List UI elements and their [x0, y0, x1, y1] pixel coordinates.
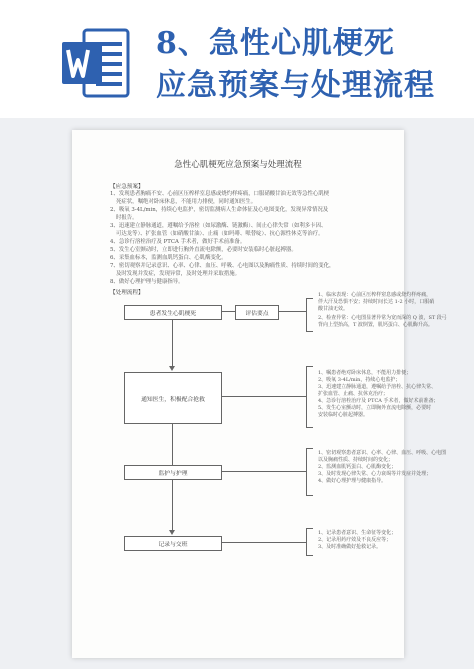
- flow-connector: [172, 478, 173, 530]
- plan-line: 5、发生心室颤动时，立即进行胸外直流电除颤，必要时安装临时心脏起搏器。: [110, 247, 297, 253]
- monitoring-note: 2、监测血肌钙蛋白、心肌酶变化；: [318, 464, 397, 470]
- plan-line: 6、采集血标本，监测血肌钙蛋白、心肌酶变化。: [110, 255, 227, 261]
- page-title-line-1: 8、急性心肌梗死: [156, 26, 395, 61]
- rescue-note: 5、发生心室颤动时，立即胸外直流电除颤，必要时: [318, 405, 432, 411]
- flow-connector: [278, 311, 306, 312]
- plan-heading: 【应急预案】: [110, 184, 144, 190]
- flow-connector: [221, 471, 306, 472]
- document-preview[interactable]: [72, 130, 447, 658]
- note-brace: [306, 528, 313, 556]
- flow-step-notify-doctor: 通知医生，积极配合抢救: [124, 372, 222, 424]
- word-document-icon: [62, 28, 130, 98]
- assessment-note: 2、检查异常：心电图显著异常为宽而深的 Q 波，ST 段弓: [318, 315, 447, 321]
- flow-connector: [172, 422, 173, 466]
- note-brace: [306, 366, 313, 428]
- plan-line: 死症状，嘱绝对卧床休息，不能用力排便，同时通知医生。: [116, 199, 257, 205]
- monitoring-note: 3、及时发现心律失常、心力衰竭等并发症并处理；: [318, 471, 432, 477]
- flow-connector: [221, 542, 306, 543]
- flow-step-monitoring: 监护与护理: [124, 465, 222, 480]
- rescue-note: 扩张血管、止痛、抗休克治疗；: [318, 391, 389, 397]
- plan-line: 2、吸氧 3-4L/min，持续心电监护，密切监测病人生命体征及心电图变化，发现异常情况及: [110, 207, 329, 213]
- rescue-note: 1、嘱患者绝对卧床休息，不能用力排便；: [318, 370, 412, 376]
- flow-heading: 【处理流程】: [110, 290, 144, 296]
- note-brace: [306, 448, 313, 496]
- flow-arrow: [169, 366, 175, 371]
- monitoring-note: 1、密切观察患者意识、心率、心律、血压、呼吸、心电图: [318, 450, 447, 456]
- flow-connector: [221, 396, 306, 397]
- plan-line: 可达龙等）、扩张血管（如硝酸甘油）、止痛（如吗啡、哌替啶）、抗心源性休克等治疗。: [116, 231, 324, 237]
- flow-connector: [172, 318, 173, 366]
- plan-line: 1、发现患者胸痛不安、心前区压榨样室息感或烧灼样疼痛，口服硝酸甘油无效等急性心肌梗: [110, 191, 330, 197]
- note-brace: [306, 298, 313, 332]
- plan-line: 7、密切观察并记录意识、心率、心律、血压、呼吸、心电图以及胸痛性质、持续时间的变化，: [110, 263, 335, 269]
- assessment-note: 酸甘油无效。: [318, 306, 349, 312]
- monitoring-note: 以及胸痛性质、持续时间的变化；: [318, 457, 394, 463]
- plan-line: 时报告。: [116, 215, 138, 221]
- plan-line: 4、急诊行溶栓治疗及 PTCA 手术者，做好手术前准备。: [110, 239, 246, 245]
- assessment-note: 伴大汗及恐惧不安；持续时间长达 1-2 小时，口服硝: [318, 299, 435, 305]
- document-title: 急性心肌梗死应急预案与处理流程: [174, 160, 302, 170]
- record-note: 1、记录患者意识、生命征等变化；: [318, 530, 397, 536]
- record-note: 3、及时准确做好抢救记录。: [318, 544, 382, 550]
- flow-connector: [221, 311, 235, 312]
- plan-line: 8、做好心理护理与健康指导。: [110, 279, 184, 285]
- rescue-note: 3、迅速建立静脉通道，遵嘱给予溶栓、抗心律失常、: [318, 384, 437, 390]
- plan-line: 及时发现并发症，发现异常，及时处理并采取措施。: [116, 271, 240, 277]
- rescue-note: 安装临时心脏起搏器。: [318, 412, 369, 418]
- page-header: [0, 0, 474, 118]
- assessment-note: 背向上型抬高，T 波倒置，肌钙蛋白、心肌酶升高。: [318, 322, 433, 328]
- monitoring-note: 4、做好心理护理与健康指导。: [318, 478, 387, 484]
- page-title-line-2: 应急预案与处理流程: [156, 68, 435, 103]
- flow-assessment-box: 评估要点: [235, 305, 279, 320]
- rescue-note: 2、吸氧 3-4L/min，持续心电监护；: [318, 377, 401, 383]
- flow-step-mi-onset: 患者发生心肌梗死: [124, 305, 222, 320]
- record-note: 2、记录用药疗效及不良反应等；: [318, 537, 392, 543]
- assessment-note: 1、临床表现：心前区压榨样窒息感或烧灼样疼痛，: [318, 292, 432, 298]
- rescue-note: 4、急诊行溶栓治疗及 PTCA 手术者，做好术前准备；: [318, 398, 439, 404]
- plan-line: 3、迅速建立静脉通道，遵嘱给予溶栓（如尿激酶、链激酶）、间止心律失常（如利多卡因、: [110, 223, 327, 229]
- flow-step-record-handover: 记录与交班: [124, 536, 222, 551]
- flow-arrow: [169, 530, 175, 535]
